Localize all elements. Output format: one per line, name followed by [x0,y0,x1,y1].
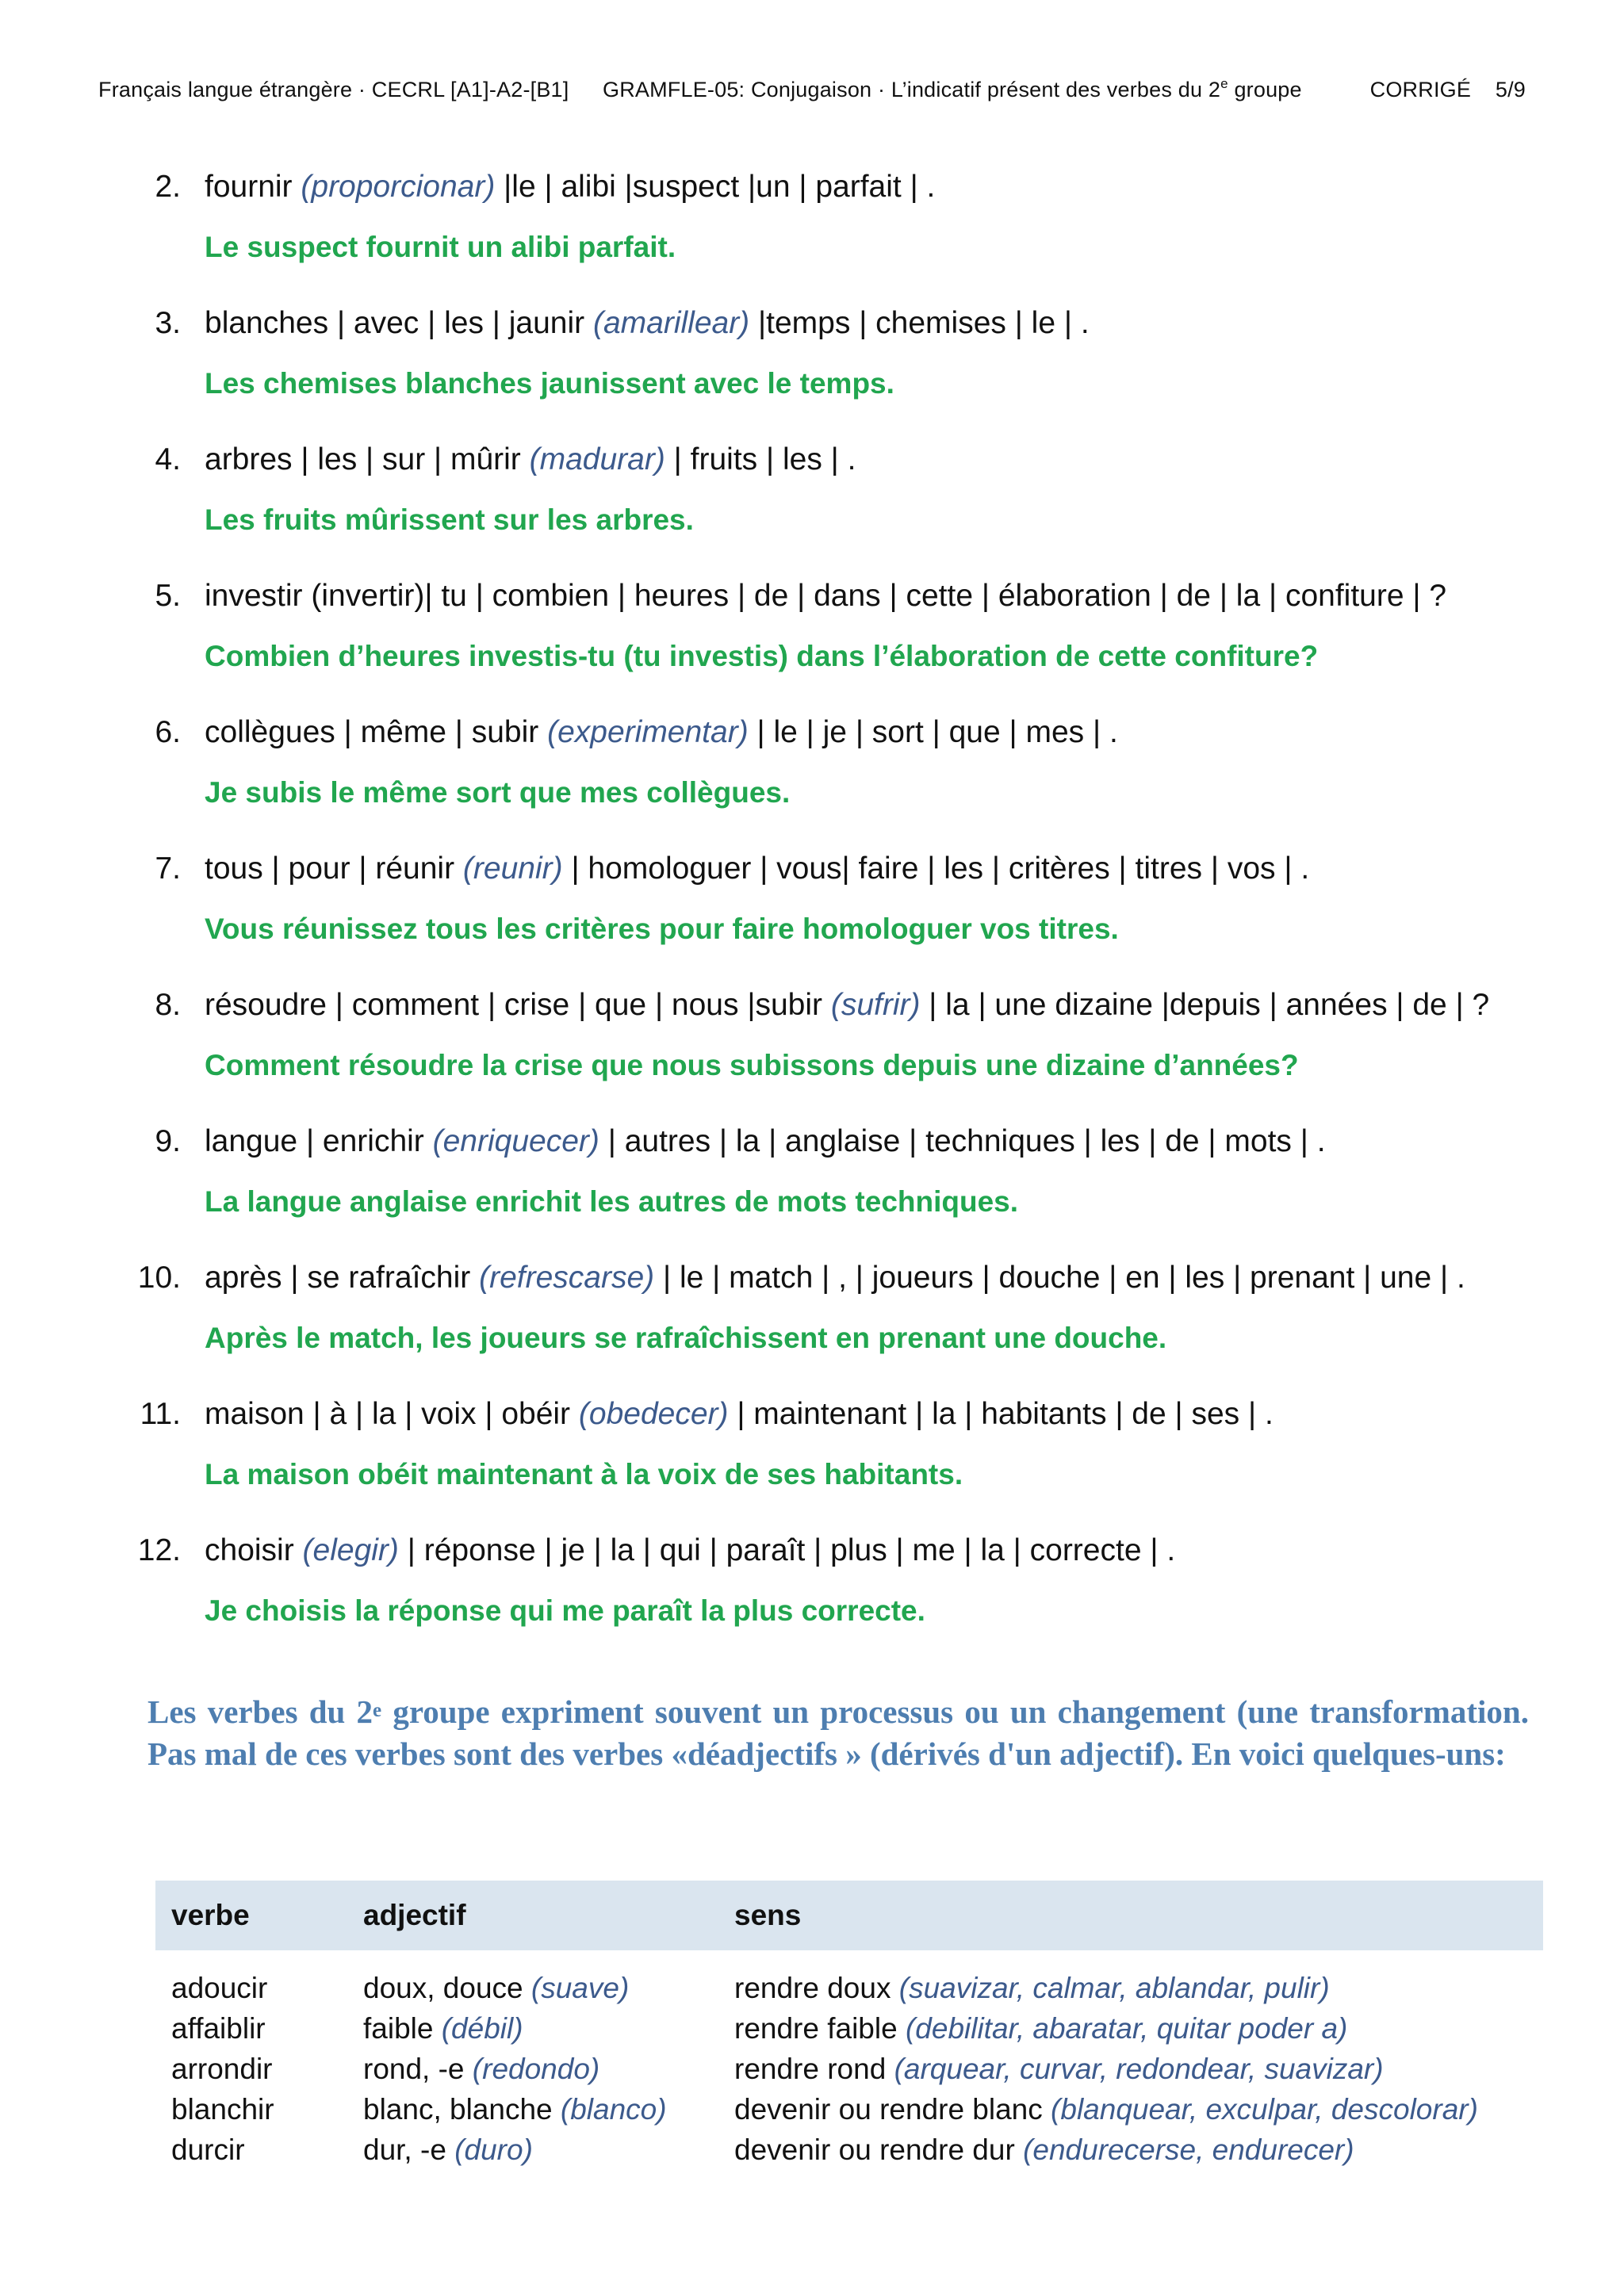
note-sup: e [373,1700,382,1721]
column-header-verbe: verbe [171,1899,250,1931]
exercise-number: 4. [155,442,181,476]
exercise-answer: La langue anglaise enrichit les autres de mots techniques. [205,1185,1019,1218]
prompt-text-end: | le | je | sort | que | mes | . [748,715,1118,749]
table-row [155,2008,1543,2049]
cell-adjectif [347,2130,734,2170]
header-unit-suffix: groupe [1228,78,1302,101]
sens-gloss: (arquear, curvar, redondear, suavizar) [894,2053,1384,2085]
prompt-text-end: | le | match | , | joueurs | douche | en | les | prenant | une | . [654,1261,1465,1295]
exercise-number: 10. [137,1261,181,1295]
prompt-text: maison | à | la | voix | obéir [205,1397,579,1431]
prompt-gloss: (madurar) [529,442,665,476]
prompt-text: résoudre | comment | crise | que | nous |subir [205,988,831,1022]
prompt-text-end: |temps | chemises | le | . [749,306,1090,340]
adjectif-text: faible [363,2012,442,2045]
prompt-text-end: | maintenant | la | habitants | de | ses | . [728,1397,1274,1431]
adjectif-text: blanc, blanche [363,2093,561,2126]
exercise-number: 6. [155,715,181,749]
cell-verbe: affaiblir [171,2012,266,2045]
sens-gloss: (suavizar, calmar, ablandar, pulir) [898,1972,1330,2004]
exercise-number: 7. [155,851,181,886]
exercise-number: 5. [155,579,181,613]
prompt-text-end: | fruits | les | . [665,442,856,476]
prompt-text: après | se rafraîchir [205,1261,480,1295]
prompt-gloss: (experimentar) [547,715,749,749]
sens-text: rendre doux [734,1972,899,2004]
exercise-item [0,1395,1624,1532]
prompt-text-end: | homologuer | vous| faire | les | critères | titres | vos | . [562,851,1310,886]
sens-gloss: (debilitar, abaratar, quitar poder a) [905,2012,1348,2045]
exercise-prompt [205,986,1489,1024]
cell-adjectif [347,2008,734,2049]
exercise-item [0,168,1624,304]
exercise-answer: Combien d’heures investis-tu (tu investis) dans l’élaboration de cette confiture? [205,640,1319,672]
exercise-item [0,714,1624,850]
adjectif-gloss: (redondo) [472,2053,600,2085]
exercise-item [0,986,1624,1123]
header-unit-text: GRAMFLE-05: Conjugaison · L’indicatif présent des verbes du 2 [603,78,1221,101]
prompt-text: arbres | les | sur | mûrir [205,442,530,476]
table-header [155,1881,1543,1950]
prompt-gloss: (obedecer) [578,1397,729,1431]
prompt-gloss: (reunir) [462,851,563,886]
prompt-text-end: | autres | la | anglaise | techniques | les | de | mots | . [599,1124,1326,1158]
exercise-prompt [205,441,856,479]
prompt-gloss: (amarillear) [592,306,750,340]
column-header-adjectif: adjectif [363,1899,466,1931]
exercise-answer: La maison obéit maintenant à la voix de ses habitants. [205,1458,963,1490]
exercise-number: 2. [155,170,181,204]
exercise-number: 3. [155,306,181,340]
prompt-text-end: | la | une dizaine |depuis | années | de | ? [920,988,1490,1022]
prompt-text: collègues | même | subir [205,715,548,749]
prompt-text: tous | pour | réunir [205,851,463,886]
exercise-answer: Vous réunissez tous les critères pour faire homologuer vos titres. [205,913,1119,945]
exercise-prompt [205,1532,1175,1570]
exercise-list [0,168,1624,1668]
exercise-item [0,441,1624,577]
sens-text: devenir ou rendre blanc [734,2093,1051,2126]
prompt-text: blanches | avec | les | jaunir [205,306,593,340]
exercise-answer: Après le match, les joueurs se rafraîchissent en prenant une douche. [205,1322,1167,1354]
table-row [155,1968,1543,2008]
header-unit [603,78,1350,102]
prompt-gloss: (elegir) [302,1533,399,1567]
exercise-prompt [205,1395,1274,1433]
header-course: Français langue étrangère · CECRL [A1]-A2-[B1] [98,78,569,101]
cell-verbe: arrondir [171,2053,273,2085]
prompt-text: choisir [205,1533,303,1567]
exercise-answer: Les fruits mûrissent sur les arbres. [205,503,694,536]
exercise-number: 11. [140,1397,181,1431]
prompt-text-end: |le | alibi |suspect |un | parfait | . [495,170,936,204]
table-row [155,2049,1543,2089]
cell-sens [734,2130,1543,2170]
exercise-answer: Les chemises blanches jaunissent avec le temps. [205,367,894,400]
prompt-gloss: (proporcionar) [301,170,496,204]
exercise-item [0,1123,1624,1259]
cell-sens [734,2049,1543,2089]
exercise-item [0,577,1624,714]
adjectif-gloss: (suave) [530,1972,630,2004]
table-body [155,1950,1543,2170]
prompt-gloss: (refrescarse) [479,1261,655,1295]
sens-gloss: (endurecerse, endurecer) [1023,2133,1354,2166]
cell-adjectif [347,1968,734,2008]
prompt-text-end: | réponse | je | la | qui | paraît | plus | me | la | correcte | . [398,1533,1176,1567]
verb-table [155,1881,1543,2170]
cell-verbe: durcir [171,2133,245,2166]
adjectif-gloss: (duro) [454,2133,533,2166]
exercise-item [0,850,1624,986]
exercise-prompt [205,304,1090,342]
exercise-prompt [205,577,1446,615]
prompt-text: fournir [205,170,301,204]
exercise-number: 9. [155,1124,181,1158]
grammar-note [147,1691,1529,1775]
note-text: Les verbes du 2 [147,1693,373,1730]
exercise-prompt [205,1259,1465,1297]
cell-adjectif [347,2049,734,2089]
adjectif-text: rond, -e [363,2053,473,2085]
cell-sens [734,2089,1543,2130]
page-header [98,78,1526,102]
exercise-prompt [205,714,1118,752]
exercise-answer: Je choisis la réponse qui me paraît la plus correcte. [205,1594,925,1627]
exercise-item [0,304,1624,441]
table-row [155,2130,1543,2170]
header-page-number: CORRIGÉ 5/9 [1369,78,1526,101]
exercise-number: 12. [137,1533,181,1567]
header-unit-sup: e [1220,76,1228,91]
prompt-text: langue | enrichir [205,1124,433,1158]
cell-sens [734,1968,1543,2008]
exercise-item [0,1532,1624,1668]
exercise-prompt [205,168,935,206]
sens-gloss: (blanquear, exculpar, descolorar) [1051,2093,1478,2126]
sens-text: rendre rond [734,2053,894,2085]
cell-adjectif [347,2089,734,2130]
sens-text: rendre faible [734,2012,906,2045]
adjectif-text: dur, -e [363,2133,455,2166]
sens-text: devenir ou rendre dur [734,2133,1024,2166]
adjectif-gloss: (blanco) [560,2093,667,2126]
cell-sens [734,2008,1543,2049]
exercise-answer: Je subis le même sort que mes collègues. [205,776,791,809]
column-header-sens: sens [734,1899,802,1931]
exercise-item [0,1259,1624,1395]
prompt-text: investir (invertir)| tu | combien | heures | de | dans | cette | élaboration | de | la | confiture | ? [205,579,1447,613]
note-text-end: groupe expriment souvent un processus ou un changement (une transformation. Pas mal de ces verbes sont des verbes «déadjectifs » (dérivés d'un adjectif). En voici quelques-uns: [147,1693,1529,1772]
prompt-gloss: (enriquecer) [432,1124,599,1158]
exercise-prompt [205,850,1309,888]
exercise-prompt [205,1123,1326,1161]
exercise-answer: Le suspect fournit un alibi parfait. [205,231,676,263]
cell-verbe: adoucir [171,1972,268,2004]
adjectif-gloss: (débil) [441,2012,523,2045]
exercise-number: 8. [155,988,181,1022]
cell-verbe: blanchir [171,2093,274,2126]
table-row [155,2089,1543,2130]
adjectif-text: doux, douce [363,1972,531,2004]
exercise-answer: Comment résoudre la crise que nous subissons depuis une dizaine d’années? [205,1049,1299,1081]
prompt-gloss: (sufrir) [830,988,921,1022]
